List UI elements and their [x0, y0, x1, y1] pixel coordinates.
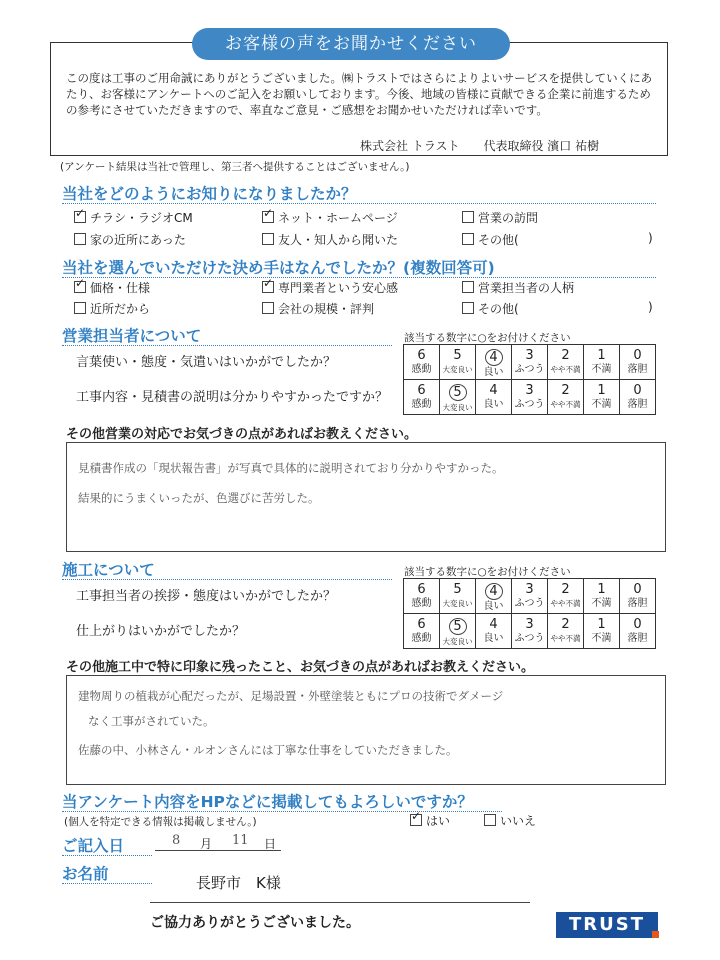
rating-label: 良い [483, 633, 504, 644]
rating-number: 6 [417, 582, 426, 597]
privacy-note: (アンケート結果は当社で管理し、第三者へ提供することはございません。) [60, 161, 410, 173]
q2-checkbox[interactable] [74, 281, 86, 293]
name-label-divider [62, 883, 152, 884]
publish-no-option[interactable] [484, 812, 536, 829]
rating-label: 大変良い [442, 599, 473, 608]
q1-checkbox[interactable] [74, 233, 86, 245]
q2-option[interactable] [74, 300, 150, 317]
construction-rating-cell[interactable] [440, 579, 476, 614]
sales-rate-note: 該当する数字に○をお付けください [404, 332, 571, 344]
rating-label: 感動 [411, 399, 432, 410]
rating-number: 5 [453, 348, 462, 363]
q2-divider [62, 277, 656, 278]
construction-rating-row [404, 579, 656, 614]
sales-q1: 言葉使い・態度・気遣いはいかがでしたか？ [76, 355, 337, 370]
rating-label: 良い [483, 600, 504, 612]
q1-divider [62, 203, 656, 204]
sales-rating-cell[interactable] [548, 380, 584, 415]
rating-label: やや不満 [550, 599, 581, 608]
rating-label: 良い [483, 399, 504, 410]
sales-rating-cell[interactable] [548, 345, 584, 380]
sales-heading: 営業担当者について [62, 327, 202, 345]
construction-rating-cell[interactable] [620, 614, 656, 649]
q2-option[interactable] [462, 279, 574, 296]
construction-heading: 施工について [62, 561, 155, 579]
construction-rating-cell[interactable] [476, 579, 512, 614]
construction-q2: 仕上がりはいかがでしたか？ [76, 624, 246, 639]
rating-number: 3 [525, 383, 534, 398]
q1-checkbox[interactable] [74, 211, 86, 223]
rating-label: 落胆 [627, 598, 648, 609]
q2-checkbox[interactable] [462, 302, 474, 314]
rating-label: 大変良い [442, 365, 473, 374]
trust-logo: TRUST [556, 912, 658, 938]
rating-number: 1 [597, 348, 606, 363]
rating-number: 4 [485, 349, 503, 366]
q2-checkbox[interactable] [262, 281, 274, 293]
sales-rating-cell[interactable] [440, 345, 476, 380]
q1-option-label: ネット・ホームページ [278, 211, 398, 225]
q1-checkbox[interactable] [262, 233, 274, 245]
sales-rating-cell[interactable] [476, 380, 512, 415]
construction-rating-cell[interactable] [404, 614, 440, 649]
rating-label: 感動 [411, 598, 432, 609]
rating-label: 不満 [591, 399, 612, 410]
q2-heading: 当社を選んでいただけた決め手はなんでしたか？(複数回答可) [62, 259, 495, 277]
rating-number: 5 [449, 384, 467, 401]
sales-rating-cell[interactable] [404, 380, 440, 415]
q2-checkbox[interactable] [262, 302, 274, 314]
q2-option[interactable] [262, 300, 374, 317]
rating-label: 不満 [591, 598, 612, 609]
rating-label: 良い [483, 366, 504, 378]
rating-number: 0 [633, 383, 642, 398]
rating-label: 落胆 [627, 633, 648, 644]
construction-rating-cell[interactable] [548, 579, 584, 614]
rating-label: 大変良い [442, 636, 473, 646]
q1-close-paren: ) [648, 231, 653, 245]
q2-option-label: 近所だから [90, 302, 151, 316]
q2-option-label: 会社の規模・評判 [278, 302, 375, 316]
survey-title: お客様の声をお聞かせください [192, 28, 510, 60]
q1-heading: 当社をどのようにお知りになりましたか？ [62, 185, 357, 203]
construction-rating-cell[interactable] [440, 614, 476, 649]
rating-label: 感動 [411, 364, 432, 375]
name-underline [150, 902, 530, 903]
intro-text: この度は工事のご用命誠にありがとうございました。㈱トラストではさらによりよいサービスを提供していくにあたり、お客様にアンケートへのご記入をお願いしております。今後、地域の皆様に貢献できる企業に前進するための参考にさせていただきますので、率直なご意見・ご感想をお聞かせいただければ幸いです。 [66, 71, 653, 117]
rating-number: 2 [561, 617, 570, 632]
rating-number: 3 [525, 617, 534, 632]
publish-yes-option[interactable] [410, 812, 450, 829]
rating-number: 1 [597, 383, 606, 398]
construction-rating-cell[interactable] [512, 579, 548, 614]
q2-close-paren: ) [648, 300, 653, 314]
date-day-value: 11 [232, 833, 249, 848]
rating-label: やや不満 [550, 365, 581, 374]
publish-no-label: いいえ [500, 814, 537, 828]
rating-number: 5 [449, 618, 467, 635]
sales-rating-cell[interactable] [404, 345, 440, 380]
q2-option[interactable] [74, 279, 150, 296]
date-label-divider [62, 855, 152, 856]
sales-rating-row [404, 380, 656, 415]
rating-label: ふつう [514, 633, 545, 644]
q1-option[interactable] [462, 209, 538, 226]
construction-rating-cell[interactable] [548, 614, 584, 649]
sales-q2: 工事内容・見積書の説明は分かりやすかったですか？ [76, 390, 389, 405]
sales-rating-cell[interactable] [512, 345, 548, 380]
sales-rating-cell[interactable] [620, 345, 656, 380]
rating-label: 大変良い [442, 402, 473, 412]
q2-checkbox[interactable] [74, 302, 86, 314]
q1-option-label: その他( [478, 233, 519, 247]
rating-label: やや不満 [550, 634, 581, 643]
rating-number: 2 [561, 383, 570, 398]
publish-note: (個人を特定できる情報は掲載しません。) [64, 816, 257, 828]
rating-number: 6 [417, 617, 426, 632]
rating-label: 感動 [411, 633, 432, 644]
sales-rating-table [403, 344, 656, 415]
publish-heading: 当アンケート内容をHPなどに掲載してもよろしいですか？ [62, 793, 473, 811]
rating-number: 5 [453, 582, 462, 597]
rating-number: 3 [525, 348, 534, 363]
sales-rating-cell[interactable] [584, 345, 620, 380]
construction-q1: 工事担当者の挨拶・態度はいかがでしたか？ [76, 589, 337, 604]
date-month-unit: 月 [200, 837, 213, 851]
construction-rating-cell[interactable] [404, 579, 440, 614]
q2-option[interactable] [462, 300, 519, 317]
rating-number: 1 [597, 582, 606, 597]
date-month-value: 8 [172, 833, 181, 848]
q1-option[interactable] [462, 231, 519, 248]
sales-rating-cell[interactable] [584, 380, 620, 415]
date-label: ご記入日 [62, 837, 125, 855]
rating-label: 不満 [591, 364, 612, 375]
date-underline [155, 850, 281, 851]
construction-rating-cell[interactable] [584, 614, 620, 649]
construction-divider [62, 579, 392, 580]
construction-rating-cell[interactable] [620, 579, 656, 614]
q2-option-label: 営業担当者の人柄 [478, 281, 575, 295]
rating-label: ふつう [514, 399, 545, 410]
rating-label: やや不満 [550, 400, 581, 409]
sales-other-prompt: その他営業の対応でお気づきの点があればお教えください。 [66, 427, 418, 442]
rating-number: 6 [417, 383, 426, 398]
sales-rating-row [404, 345, 656, 380]
customer-name: 長野市 K様 [196, 874, 281, 892]
construction-answer-line-2: なく工事がされていた。 [88, 714, 215, 728]
rating-number: 2 [561, 348, 570, 363]
q2-option-label: その他( [478, 302, 519, 316]
rating-number: 3 [525, 582, 534, 597]
q1-option-label: チラシ・ラジオCM [90, 211, 193, 225]
thanks-text: ご協力ありがとうございました。 [150, 915, 360, 931]
rating-label: ふつう [514, 364, 545, 375]
q2-option-label: 価格・仕様 [90, 281, 151, 295]
q2-checkbox[interactable] [462, 281, 474, 293]
trust-logo-dot [652, 931, 659, 938]
sales-answer-line-1: 見積書作成の「現状報告書」が写真で具体的に説明されており分かりやすかった。 [78, 461, 504, 475]
construction-answer-line-3: 佐藤の中、小林さん・ルオンさんには丁寧な仕事をしていただきました。 [78, 743, 458, 757]
construction-rating-cell[interactable] [584, 579, 620, 614]
q2-option[interactable] [262, 279, 398, 296]
publish-yes-checkbox[interactable] [410, 814, 422, 826]
q1-option[interactable] [262, 231, 398, 248]
q1-checkbox[interactable] [262, 211, 274, 223]
construction-rating-cell[interactable] [476, 614, 512, 649]
rating-number: 2 [561, 582, 570, 597]
rating-number: 6 [417, 348, 426, 363]
date-day-unit: 日 [264, 837, 277, 851]
sales-rating-cell[interactable] [620, 380, 656, 415]
sales-rating-cell[interactable] [476, 345, 512, 380]
sales-answer-line-2: 結果的にうまくいったが、色選びに苦労した。 [78, 491, 320, 505]
rating-label: 不満 [591, 633, 612, 644]
construction-rating-table [403, 578, 656, 649]
rating-number: 1 [597, 617, 606, 632]
construction-other-prompt: その他施工中で特に印象に残ったこと、お気づきの点があればお教えください。 [66, 660, 535, 675]
construction-answer-line-1: 建物周りの植栽が心配だったが、足場設置・外壁塗装ともにプロの技術でダメージ [78, 689, 504, 703]
construction-rate-note: 該当する数字に○をお付けください [404, 566, 571, 578]
rating-number: 0 [633, 617, 642, 632]
rating-label: 落胆 [627, 399, 648, 410]
rating-number: 0 [633, 582, 642, 597]
publish-yes-label: はい [426, 814, 451, 828]
rating-number: 0 [633, 348, 642, 363]
sales-divider [62, 345, 392, 346]
sales-rating-cell[interactable] [512, 380, 548, 415]
q2-option-label: 専門業者という安心感 [278, 281, 399, 295]
q1-checkbox[interactable] [462, 211, 474, 223]
q1-option[interactable] [74, 209, 193, 226]
q1-checkbox[interactable] [462, 233, 474, 245]
publish-no-checkbox[interactable] [484, 814, 496, 826]
construction-rating-cell[interactable] [512, 614, 548, 649]
rating-label: ふつう [514, 598, 545, 609]
rating-number: 4 [489, 617, 498, 632]
q1-option-label: 友人・知人から聞いた [278, 233, 399, 247]
rating-number: 4 [485, 583, 503, 600]
q1-option-label: 家の近所にあった [90, 233, 186, 247]
construction-rating-row [404, 614, 656, 649]
q1-option[interactable] [262, 209, 398, 226]
rating-label: 落胆 [627, 364, 648, 375]
q1-option-label: 営業の訪問 [478, 211, 539, 225]
sales-rating-cell[interactable] [440, 380, 476, 415]
q1-option[interactable] [74, 231, 186, 248]
rating-number: 4 [489, 383, 498, 398]
name-label: お名前 [62, 865, 109, 883]
company-signature: 株式会社 トラスト 代表取締役 濱口 祐樹 [360, 139, 600, 153]
